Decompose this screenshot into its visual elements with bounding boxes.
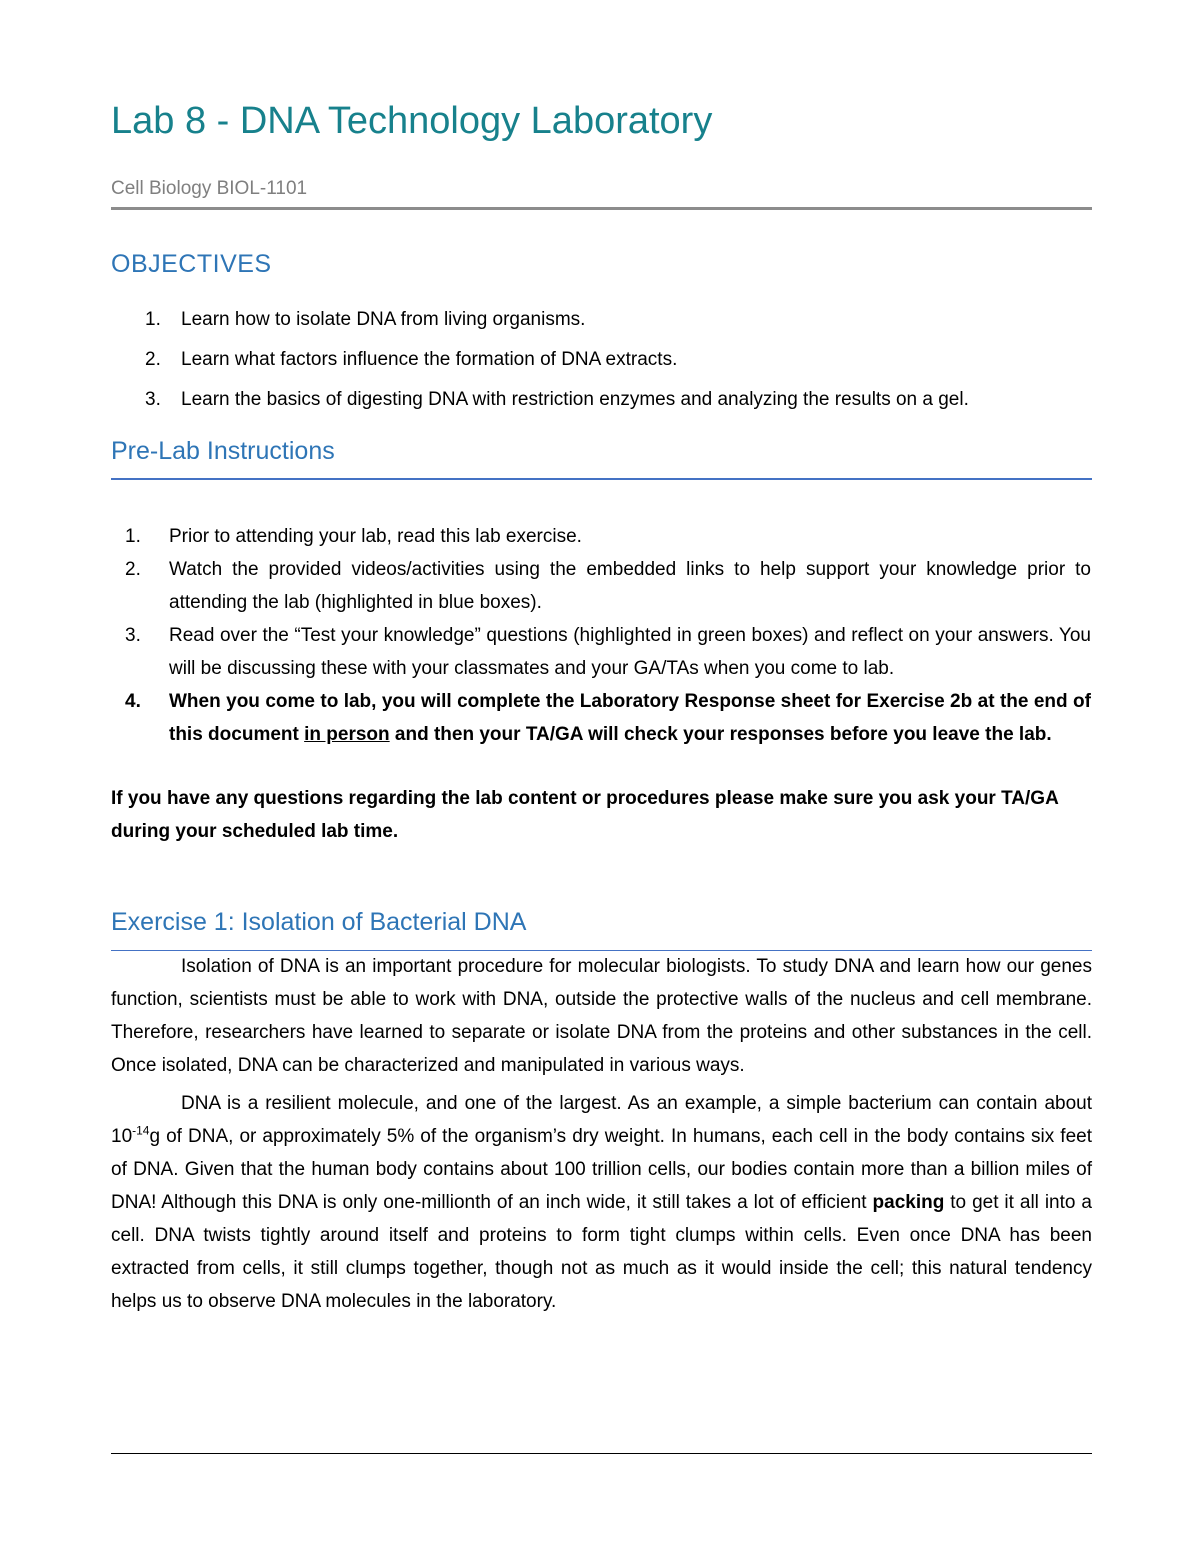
document-title: Lab 8 - DNA Technology Laboratory [111,100,713,142]
list-item [145,340,1085,380]
prelab-list [125,520,1091,751]
list-item-text: Learn how to isolate DNA from living organisms. [181,309,586,330]
list-item-text: Prior to attending your lab, read this lab exercise. [169,526,582,547]
list-number: 3. [125,625,141,646]
paragraph-text: g of DNA, or approximately 5% of the organism’s dry weight. In humans, each cell in the body contains six feet of DNA. Given that the human body contains about 100 trillion cells, our bodies contain more than a billion miles of DNA! Although this DNA is only one-millionth of an inch wide, it still takes a lot of efficient [111,1126,1092,1213]
list-item [145,300,1085,340]
paragraph-text: to get it all into a cell. DNA twists tightly around itself and proteins to form tight clumps within cells. Even once DNA has been extracted from cells, it still clumps together, though not as much as it would inside the cell; this natural tendency helps us to observe DNA molecules in the laboratory. [111,1192,1092,1312]
list-item-text: When you come to lab, you will complete the Laboratory Response sheet for Exercise 2b at the end of this document [169,691,1091,745]
prelab-divider [111,478,1092,480]
list-item-text: Read over the “Test your knowledge” questions (highlighted in green boxes) and reflect on your answers. You will be discussing these with your classmates and your GA/TAs when you come to lab. [169,625,1091,679]
list-item-text: Learn what factors influence the formation of DNA extracts. [181,349,678,370]
footer-divider [111,1453,1092,1454]
list-item-text: and then your TA/GA will check your responses before you leave the lab. [389,724,1052,745]
objectives-heading: OBJECTIVES [111,250,272,278]
exercise1-paragraph-2 [111,1087,1092,1318]
list-item [125,553,1091,619]
list-item [125,520,1091,553]
exponent: -14 [132,1123,150,1138]
exercise1-heading: Exercise 1: Isolation of Bacterial DNA [111,908,527,936]
prelab-heading: Pre-Lab Instructions [111,437,335,465]
list-number: 2. [145,349,161,370]
list-item-text: Learn the basics of digesting DNA with restriction enzymes and analyzing the results on a gel. [181,389,969,410]
title-divider [111,207,1092,210]
list-item [125,619,1091,685]
list-item [125,685,1091,751]
paragraph-text: DNA is a resilient molecule, and one of the largest. As an example, a simple bacterium can contain about 10 [111,1093,1092,1147]
list-item [145,380,1085,420]
bold-text: packing [872,1192,945,1213]
questions-note: If you have any questions regarding the lab content or procedures please make sure you ask your TA/GA during your scheduled lab time. [111,788,1059,842]
underlined-text: in person [304,724,390,745]
list-number: 4. [125,691,141,712]
list-number: 1. [145,309,161,330]
list-number: 1. [125,526,141,547]
list-number: 3. [145,389,161,410]
list-number: 2. [125,559,141,580]
objectives-list [145,300,1085,420]
exercise1-paragraph-1: Isolation of DNA is an important procedure for molecular biologists. To study DNA and learn how our genes function, scientists must be able to work with DNA, outside the protective walls of the nucleus and cell membrane. Therefore, researchers have learned to separate or isolate DNA from the proteins and other substances in the cell. Once isolated, DNA can be characterized and manipulated in various ways. [111,956,1092,1076]
document-subtitle: Cell Biology BIOL-1101 [111,178,308,199]
list-item-text: Watch the provided videos/activities using the embedded links to help support your knowledge prior to attending the lab (highlighted in blue boxes). [169,559,1091,613]
